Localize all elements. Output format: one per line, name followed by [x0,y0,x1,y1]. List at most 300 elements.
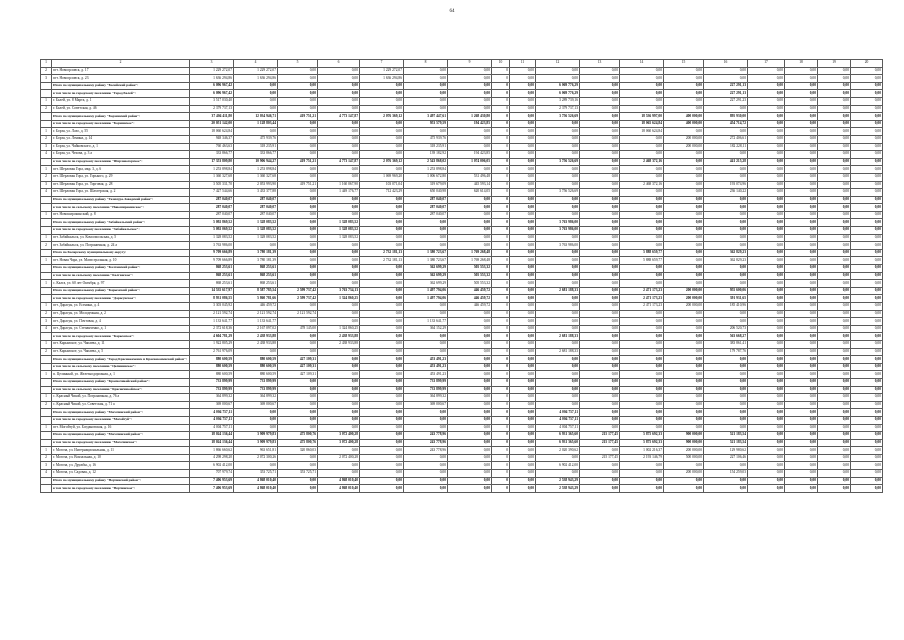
value-cell-col-19: 0,00 [818,113,851,121]
value-cell-col-14: 0,00 [620,424,664,432]
value-cell-col-11: 0,00 [510,75,536,83]
value-cell-col-12: 0,00 [536,310,580,318]
value-cell-col-5: 0,00 [278,378,318,386]
value-cell-col-12: 0,00 [536,143,580,151]
value-cell-col-16: 895 930,00 [704,113,748,121]
value-cell-col-7: 0,00 [360,470,404,478]
value-cell-col-3: 369 000,67 [190,401,234,409]
value-cell-col-17: 0,00 [748,196,785,204]
value-cell-col-14: 0,00 [620,90,664,98]
value-cell-col-15: 200 000,00 [664,143,704,151]
value-cell-col-3: 2 379 737,13 [190,105,234,113]
row-number-cell [41,196,52,204]
address-cell: Итого по муниципальному району "Балейский район": [52,82,190,90]
value-cell-col-16: 0,00 [704,310,748,318]
house-row [41,401,883,409]
value-cell-col-7: 0,00 [360,356,404,364]
value-cell-col-16: 0,00 [704,265,748,273]
value-cell-col-8: 243 778,96 [404,439,448,447]
value-cell-col-14: 0,00 [620,477,664,485]
value-cell-col-6: 4 868 010,40 [318,477,360,485]
row-number-cell: 3 [41,181,52,189]
value-cell-col-5: 353 725,71 [278,470,318,478]
value-cell-col-12: 0,00 [536,67,580,75]
address-cell: пгт. Дарасун, ул. Есенина, д. 4 [52,303,190,311]
value-cell-col-13: 0,00 [580,470,620,478]
value-cell-col-7: 0,00 [360,105,404,113]
value-cell-col-6: 0,00 [318,386,360,394]
value-cell-col-17: 0,00 [748,242,785,250]
value-cell-col-5: 478 145,00 [278,325,318,333]
subtotal-row [41,432,883,440]
value-cell-col-14: 0,00 [620,401,664,409]
value-cell-col-18: 0,00 [785,470,818,478]
value-cell-col-12: 3 756 526,69 [536,158,580,166]
row-number-cell: 3 [41,75,52,83]
value-cell-col-11: 0,00 [510,432,536,440]
value-cell-col-3: 1 636 294,86 [190,75,234,83]
value-cell-col-19: 0,00 [818,303,851,311]
value-cell-col-8: 318 235,91 [404,143,448,151]
value-cell-col-8: 0,00 [404,416,448,424]
value-cell-col-15: 0,00 [664,348,704,356]
value-cell-col-5: 0,00 [278,204,318,212]
value-cell-col-17: 0,00 [748,151,785,159]
value-cell-col-3: 6 902 412,00 [190,462,234,470]
value-cell-col-11: 0,00 [510,242,536,250]
value-cell-col-3: 4 298 298,20 [190,454,234,462]
value-cell-col-5: 320 860,03 [278,447,318,455]
value-cell-col-18: 0,00 [785,97,818,105]
value-cell-col-20: 0,00 [851,82,883,90]
subtotal-row [41,227,883,235]
address-cell: Итого по муниципальному району "Красночикойский район": [52,378,190,386]
value-cell-col-6: 0,00 [318,371,360,379]
value-cell-col-18: 0,00 [785,90,818,98]
value-cell-col-11: 0,00 [510,189,536,197]
row-number-cell: 3 [41,462,52,470]
value-cell-col-9: 0,00 [448,485,492,493]
row-number-cell: 2 [41,401,52,409]
row-number-cell: 2 [41,242,52,250]
value-cell-col-14: 0,00 [620,173,664,181]
value-cell-col-11: 0,00 [510,135,536,143]
value-cell-col-17: 0,00 [748,272,785,280]
value-cell-col-14: 0,00 [620,97,664,105]
value-cell-col-10: 0 [492,219,510,227]
house-row [41,325,883,333]
value-cell-col-11: 0,00 [510,462,536,470]
value-cell-col-3: 8 931 086,55 [190,295,234,303]
value-cell-col-14: 0,00 [620,105,664,113]
house-row [41,280,883,288]
value-cell-col-20: 0,00 [851,394,883,402]
value-cell-col-17: 0,00 [748,113,785,121]
value-cell-col-19: 0,00 [818,447,851,455]
subtotal-row [41,196,883,204]
value-cell-col-11: 0,00 [510,401,536,409]
value-cell-col-3: 4 604 781,29 [190,333,234,341]
column-number-4: 4 [234,60,278,68]
value-cell-col-12: 0,00 [536,265,580,273]
value-cell-col-13: 0,00 [580,82,620,90]
value-cell-col-15: 0,00 [664,333,704,341]
value-cell-col-15: 0,00 [664,416,704,424]
value-cell-col-16: 154 259,03 [704,470,748,478]
value-cell-col-11: 0,00 [510,447,536,455]
value-cell-col-13: 0,00 [580,485,620,493]
value-cell-col-19: 0,00 [818,318,851,326]
value-cell-col-16: 182 228,11 [704,143,748,151]
value-cell-col-4: 3 780 181,39 [234,257,278,265]
value-cell-col-13: 0,00 [580,363,620,371]
value-cell-col-5: 0,00 [278,303,318,311]
value-cell-col-16: 0,00 [704,363,748,371]
value-cell-col-10: 0 [492,287,510,295]
value-cell-col-17: 0,00 [748,447,785,455]
value-cell-col-20: 0,00 [851,470,883,478]
value-cell-col-9: 1 074 006,05 [448,158,492,166]
value-cell-col-20: 0,00 [851,386,883,394]
value-cell-col-11: 0,00 [510,333,536,341]
row-number-cell [41,249,52,257]
value-cell-col-4: 10 906 944,27 [234,158,278,166]
value-cell-col-15: 0,00 [664,90,704,98]
value-cell-col-12: 0,00 [536,470,580,478]
value-cell-col-12: 3 763 986,00 [536,219,580,227]
value-cell-col-8: 0,00 [404,219,448,227]
value-cell-col-18: 0,00 [785,280,818,288]
value-cell-col-7: 0,00 [360,363,404,371]
value-cell-col-3: 868 253,61 [190,272,234,280]
value-cell-col-7: 0,00 [360,416,404,424]
value-cell-col-5: 0,00 [278,272,318,280]
value-cell-col-5: 0,00 [278,424,318,432]
value-cell-col-9: 446 459,72 [448,295,492,303]
value-cell-col-18: 0,00 [785,485,818,493]
value-cell-col-14: 0,00 [620,340,664,348]
value-cell-col-15: 0,00 [664,173,704,181]
value-cell-col-6: 0,00 [318,424,360,432]
address-cell: Итого по Каларскому муниципальному округу: [52,249,190,257]
value-cell-col-6: 2 438 933,88 [318,340,360,348]
value-cell-col-5: 0,00 [278,386,318,394]
value-cell-col-5: 0,00 [278,196,318,204]
value-cell-col-18: 0,00 [785,227,818,235]
value-cell-col-19: 0,00 [818,82,851,90]
value-cell-col-10: 0 [492,211,510,219]
value-cell-col-15: 0,00 [664,462,704,470]
value-cell-col-12: 3 763 986,00 [536,242,580,250]
value-cell-col-20: 0,00 [851,196,883,204]
value-cell-col-20: 0,00 [851,242,883,250]
value-cell-col-9: 0,00 [448,234,492,242]
value-cell-col-3: 4 004 757,11 [190,409,234,417]
value-cell-col-20: 0,00 [851,371,883,379]
value-cell-col-12: 0,00 [536,120,580,128]
value-cell-col-13: 0,00 [580,310,620,318]
value-cell-col-12: 6 069 776,29 [536,90,580,98]
value-cell-col-19: 0,00 [818,386,851,394]
value-cell-col-11: 0,00 [510,356,536,364]
value-cell-col-9: 0,00 [448,82,492,90]
row-number-cell [41,356,52,364]
row-number-cell: 1 [41,394,52,402]
value-cell-col-10: 0 [492,378,510,386]
value-cell-col-18: 0,00 [785,128,818,136]
value-cell-col-15: 0,00 [664,280,704,288]
value-cell-col-4: 0,00 [234,416,278,424]
value-cell-col-5: 427 109,31 [278,356,318,364]
value-cell-col-7: 0,00 [360,310,404,318]
value-cell-col-10: 0 [492,394,510,402]
subtotal-row [41,409,883,417]
value-cell-col-6: 0,00 [318,173,360,181]
value-cell-col-5: 0,00 [278,143,318,151]
house-row [41,424,883,432]
value-cell-col-3: 948 346,37 [190,135,234,143]
value-cell-col-11: 0,00 [510,128,536,136]
value-cell-col-19: 0,00 [818,234,851,242]
value-cell-col-12: 0,00 [536,303,580,311]
value-cell-col-6: 0,00 [318,196,360,204]
value-cell-col-3: 880 600,59 [190,371,234,379]
value-cell-col-8: 0,00 [404,348,448,356]
value-cell-col-9: 0,00 [448,318,492,326]
value-cell-col-18: 0,00 [785,120,818,128]
row-number-cell [41,386,52,394]
value-cell-col-15: 0,00 [664,204,704,212]
value-cell-col-16: 0,00 [704,272,748,280]
value-cell-col-5: 0,00 [278,416,318,424]
value-cell-col-6: 1 324 860,25 [318,325,360,333]
value-cell-col-5: 2 599 737,42 [278,287,318,295]
value-cell-col-8: 453 491,23 [404,363,448,371]
value-cell-col-6: 0,00 [318,348,360,356]
value-cell-col-15: 0,00 [664,356,704,364]
value-cell-col-14: 0,00 [620,219,664,227]
value-cell-col-11: 0,00 [510,318,536,326]
value-cell-col-15: 0,00 [664,219,704,227]
value-cell-col-18: 0,00 [785,340,818,348]
value-cell-col-12: 0,00 [536,166,580,174]
value-cell-col-17: 0,00 [748,287,785,295]
value-cell-col-6: 4 773 147,87 [318,113,360,121]
value-cell-col-4: 1 328 083,52 [234,219,278,227]
value-cell-col-13: 0,00 [580,409,620,417]
value-cell-col-12: 0,00 [536,257,580,265]
subtotal-row [41,485,883,493]
value-cell-col-19: 0,00 [818,401,851,409]
value-cell-col-20: 0,00 [851,67,883,75]
value-cell-col-10: 0 [492,249,510,257]
row-number-cell: 1 [41,340,52,348]
address-cell: пгт. Дарасун, ул. Степанченко, д. 1 [52,325,190,333]
house-row [41,75,883,83]
row-number-cell [41,272,52,280]
value-cell-col-10: 0 [492,82,510,90]
value-cell-col-16: 0,00 [704,318,748,326]
value-cell-col-11: 0,00 [510,325,536,333]
value-cell-col-5: 0,00 [278,135,318,143]
house-row [41,462,883,470]
value-cell-col-5: 475 800,76 [278,432,318,440]
value-cell-col-17: 0,00 [748,204,785,212]
value-cell-col-9: 0,00 [448,227,492,235]
value-cell-col-17: 0,00 [748,227,785,235]
value-cell-col-12: 0,00 [536,151,580,159]
value-cell-col-4: 446 459,72 [234,303,278,311]
value-cell-col-9: 0,00 [448,454,492,462]
value-cell-col-8: 1 497 794,06 [404,295,448,303]
value-cell-col-3: 18 024 136,44 [190,439,234,447]
house-row [41,135,883,143]
value-cell-col-4: 880 600,59 [234,363,278,371]
value-cell-col-14: 0,00 [620,242,664,250]
value-cell-col-13: 0,00 [580,120,620,128]
value-cell-col-17: 0,00 [748,234,785,242]
value-cell-col-16: 0,00 [704,242,748,250]
value-cell-col-17: 0,00 [748,401,785,409]
value-cell-col-7: 0,00 [360,378,404,386]
value-cell-col-8: 0,00 [404,470,448,478]
value-cell-col-8: 0,00 [404,242,448,250]
value-cell-col-5: 0,00 [278,219,318,227]
column-number-20: 20 [851,60,883,68]
address-cell: Итого по муниципальному району "Город Краснокаменск и Краснокаменский район": [52,356,190,364]
value-cell-col-17: 0,00 [748,462,785,470]
value-cell-col-11: 0,00 [510,348,536,356]
value-cell-col-18: 0,00 [785,363,818,371]
value-cell-col-18: 0,00 [785,447,818,455]
value-cell-col-19: 0,00 [818,295,851,303]
value-cell-col-8: 3 497 447,61 [404,113,448,121]
value-cell-col-4: 8 587 785,54 [234,287,278,295]
value-cell-col-9: 620 614,05 [448,189,492,197]
value-cell-col-16: 0,00 [704,485,748,493]
house-row [41,257,883,265]
value-cell-col-3: 9 709 666,89 [190,257,234,265]
row-number-cell: 2 [41,348,52,356]
value-cell-col-17: 0,00 [748,409,785,417]
value-cell-col-8: 453 491,23 [404,356,448,364]
value-cell-col-11: 0,00 [510,454,536,462]
subtotal-row [41,333,883,341]
column-number-9: 9 [448,60,492,68]
value-cell-col-15: 0,00 [664,409,704,417]
address-cell: в том числе по сельскому поселению "Красночикойское": [52,386,190,394]
row-number-cell [41,363,52,371]
value-cell-col-15: 0,00 [664,340,704,348]
value-cell-col-3: 880 600,59 [190,356,234,364]
address-cell: в том числе по городскому поселению "Борзинское": [52,120,190,128]
row-number-cell: 1 [41,234,52,242]
value-cell-col-3: 14 535 617,97 [190,287,234,295]
column-number-11: 11 [510,60,536,68]
value-cell-col-12: 0,00 [536,204,580,212]
value-cell-col-10: 0 [492,67,510,75]
value-cell-col-13: 0,00 [580,272,620,280]
value-cell-col-12: 0,00 [536,401,580,409]
value-cell-col-10: 0 [492,325,510,333]
value-cell-col-5: 0,00 [278,280,318,288]
row-number-cell: 1 [41,303,52,311]
column-number-19: 19 [818,60,851,68]
value-cell-col-14: 0,00 [620,356,664,364]
value-cell-col-3: 1 328 083,52 [190,234,234,242]
value-cell-col-9: 0,00 [448,211,492,219]
value-cell-col-15: 0,00 [664,151,704,159]
row-number-cell [41,416,52,424]
value-cell-col-13: 0,00 [580,227,620,235]
value-cell-col-17: 0,00 [748,378,785,386]
value-cell-col-5: 419 751,21 [278,158,318,166]
value-cell-col-5: 419 751,21 [278,113,318,121]
value-cell-col-7: 0,00 [360,90,404,98]
value-cell-col-14: 0,00 [620,67,664,75]
value-cell-col-18: 0,00 [785,143,818,151]
address-cell: г. Борзя, ул. Ленина, д. 14 [52,135,190,143]
value-cell-col-8: 0,00 [404,82,448,90]
value-cell-col-10: 0 [492,151,510,159]
address-cell: в том числе по сельскому поселению "Калганское": [52,272,190,280]
value-cell-col-19: 0,00 [818,409,851,417]
value-cell-col-12: 6 931 365,60 [536,439,580,447]
subtotal-row [41,272,883,280]
value-cell-col-20: 0,00 [851,348,883,356]
value-cell-col-14: 5 875 692,33 [620,439,664,447]
value-cell-col-6: 0,00 [318,257,360,265]
value-cell-col-10: 0 [492,97,510,105]
subtotal-row [41,295,883,303]
value-cell-col-4: 0,00 [234,105,278,113]
value-cell-col-3: 2 761 976,09 [190,348,234,356]
value-cell-col-6: 0,00 [318,470,360,478]
subtotal-row [41,356,883,364]
value-cell-col-15: 0,00 [664,128,704,136]
value-cell-col-14: 0,00 [620,363,664,371]
value-cell-col-7: 0,00 [360,97,404,105]
value-cell-col-5: 0,00 [278,120,318,128]
value-cell-col-11: 0,00 [510,371,536,379]
address-cell: г. Могоча, ул. Вокзальная, д. 10 [52,454,190,462]
value-cell-col-14: 0,00 [620,265,664,273]
value-cell-col-14: 0,00 [620,348,664,356]
value-cell-col-12: 0,00 [536,280,580,288]
value-cell-col-4: 2 053 993,90 [234,181,278,189]
value-cell-col-11: 0,00 [510,424,536,432]
row-number-cell [41,432,52,440]
column-number-6: 6 [318,60,360,68]
address-cell: в том числе по городскому поселению "Шерловогорское": [52,158,190,166]
value-cell-col-4: 1 328 083,52 [234,234,278,242]
value-cell-col-18: 0,00 [785,454,818,462]
value-cell-col-16: 0,00 [704,75,748,83]
value-cell-col-16: 193 074,96 [704,181,748,189]
house-row [41,318,883,326]
value-cell-col-17: 0,00 [748,363,785,371]
value-cell-col-13: 0,00 [580,249,620,257]
value-cell-col-18: 0,00 [785,105,818,113]
value-cell-col-20: 0,00 [851,135,883,143]
value-cell-col-15: 0,00 [664,234,704,242]
subtotal-row [41,386,883,394]
value-cell-col-19: 0,00 [818,378,851,386]
value-cell-col-13: 0,00 [580,280,620,288]
value-cell-col-19: 0,00 [818,143,851,151]
value-cell-col-7: 2 076 369,12 [360,158,404,166]
value-cell-col-10: 0 [492,310,510,318]
